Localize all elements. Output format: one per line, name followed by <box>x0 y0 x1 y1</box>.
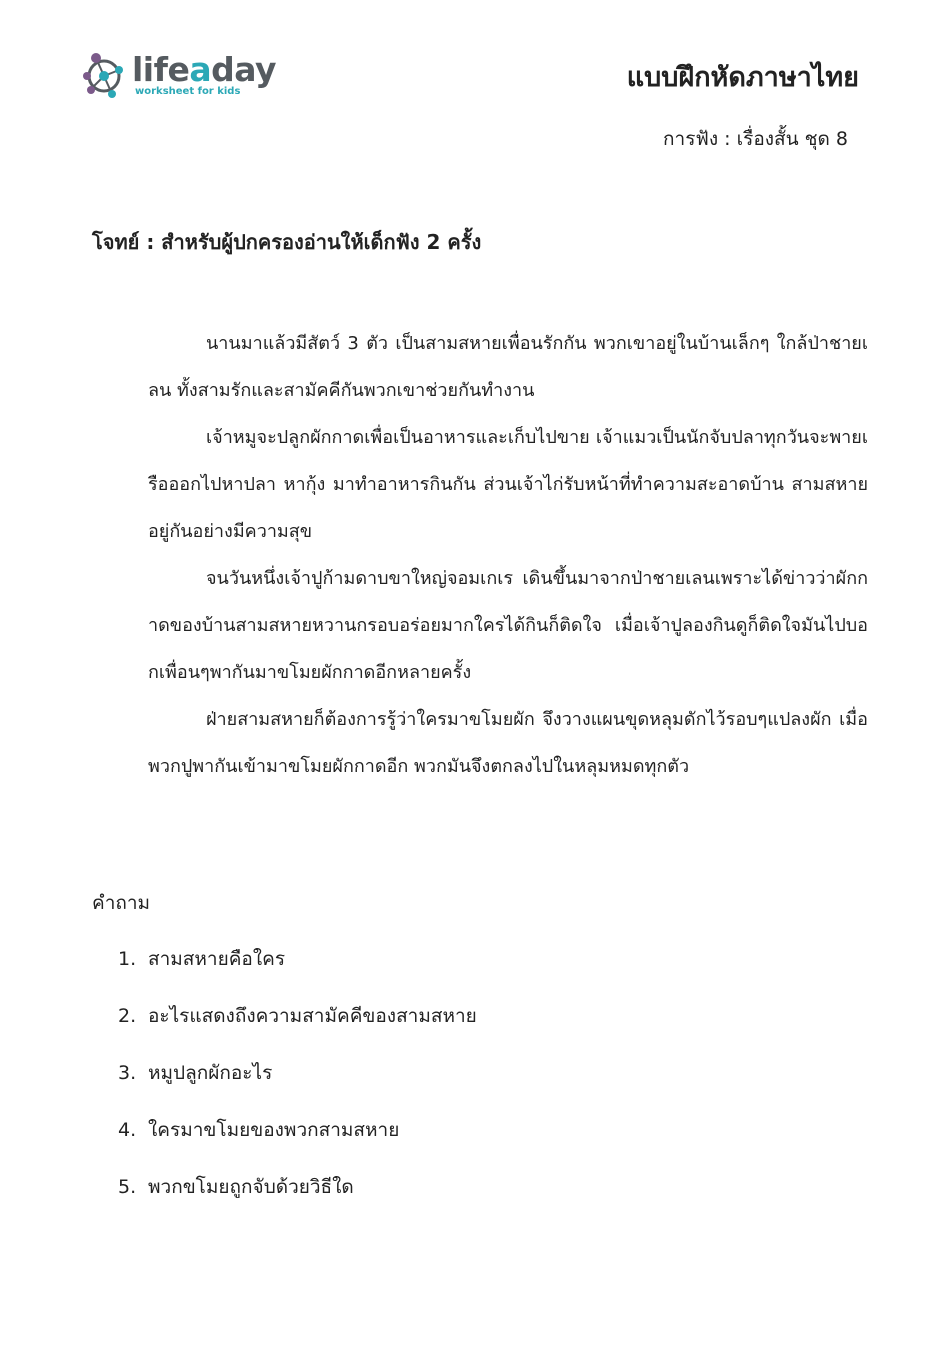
question-number: 1. <box>118 948 137 970</box>
question-text: หมูปลูกผักอะไร <box>148 1062 273 1084</box>
questions-heading: คำถาม <box>92 892 151 914</box>
lifeaday-logo <box>82 50 277 106</box>
question-item <box>118 999 477 1056</box>
logo-word-part2: day <box>211 50 277 89</box>
question-item <box>118 942 477 999</box>
page-title: แบบฝึกหัดภาษาไทย <box>626 62 859 93</box>
question-item <box>118 1113 477 1170</box>
question-text: อะไรแสดงถึงความสามัคคีของสามสหาย <box>148 1005 477 1027</box>
question-item <box>118 1170 477 1227</box>
question-text: พวกขโมยถูกจับด้วยวิธีใด <box>148 1176 354 1198</box>
story-paragraph: ฝ่ายสามสหายก็ต้องการรู้ว่าใครมาขโมยผัก จึงวางแผนขุดหลุมดักไว้รอบๆแปลงผัก เมื่อพวกปูพากันเข้ามาขโมยผักกาดอีก พวกมันจึงตกลงไปในหลุมหมดทุกตัว <box>148 709 868 777</box>
story-paragraph: จนวันหนึ่งเจ้าปูก้ามดาบขาใหญ่จอมเกเร เดินขึ้นมาจากป่าชายเลนเพราะได้ข่าวว่าผักกาดของบ้านสามสหายหวานกรอบอร่อยมากใครได้กินก็ติดใจ เมื่อเจ้าปูลองกินดูก็ติดใจมันไปบอกเพื่อนๆพากันมาขโมยผักกาดอีกหลายครั้ง <box>148 568 868 683</box>
questions-list <box>118 942 477 1227</box>
logo-word-accent: a <box>189 50 212 89</box>
page-subtitle: การฟัง : เรื่องสั้น ชุด 8 <box>663 128 848 150</box>
question-number: 5. <box>118 1176 137 1198</box>
story-body <box>148 320 868 790</box>
story-paragraph: นานมาแล้วมีสัตว์ 3 ตัว เป็นสามสหายเพื่อนรักกัน พวกเขาอยู่ในบ้านเล็กๆ ใกล้ป่าชายเลน ทั้งสามรักและสามัคคีกันพวกเขาช่วยกันทำงาน <box>148 333 868 401</box>
molecule-network-icon <box>82 50 132 106</box>
question-number: 4. <box>118 1119 137 1141</box>
logo-wordmark <box>132 52 276 88</box>
logo-word-part1: life <box>132 50 190 89</box>
question-text: ใครมาขโมยของพวกสามสหาย <box>148 1119 400 1141</box>
instruction-text: โจทย์ : สำหรับผู้ปกครองอ่านให้เด็กฟัง 2 ครั้ง <box>92 230 482 254</box>
question-item <box>118 1056 477 1113</box>
question-number: 3. <box>118 1062 137 1084</box>
question-number: 2. <box>118 1005 137 1027</box>
story-paragraph: เจ้าหมูจะปลูกผักกาดเพื่อเป็นอาหารและเก็บไปขาย เจ้าแมวเป็นนักจับปลาทุกวันจะพายเรือออกไปหาปลา หากุ้ง มาทำอาหารกินกัน ส่วนเจ้าไก่รับหน้าที่ทำความสะอาดบ้าน สามสหายอยู่กันอย่างมีความสุข <box>148 427 868 542</box>
logo-tagline: worksheet for kids <box>135 86 241 97</box>
question-text: สามสหายคือใคร <box>148 948 286 970</box>
